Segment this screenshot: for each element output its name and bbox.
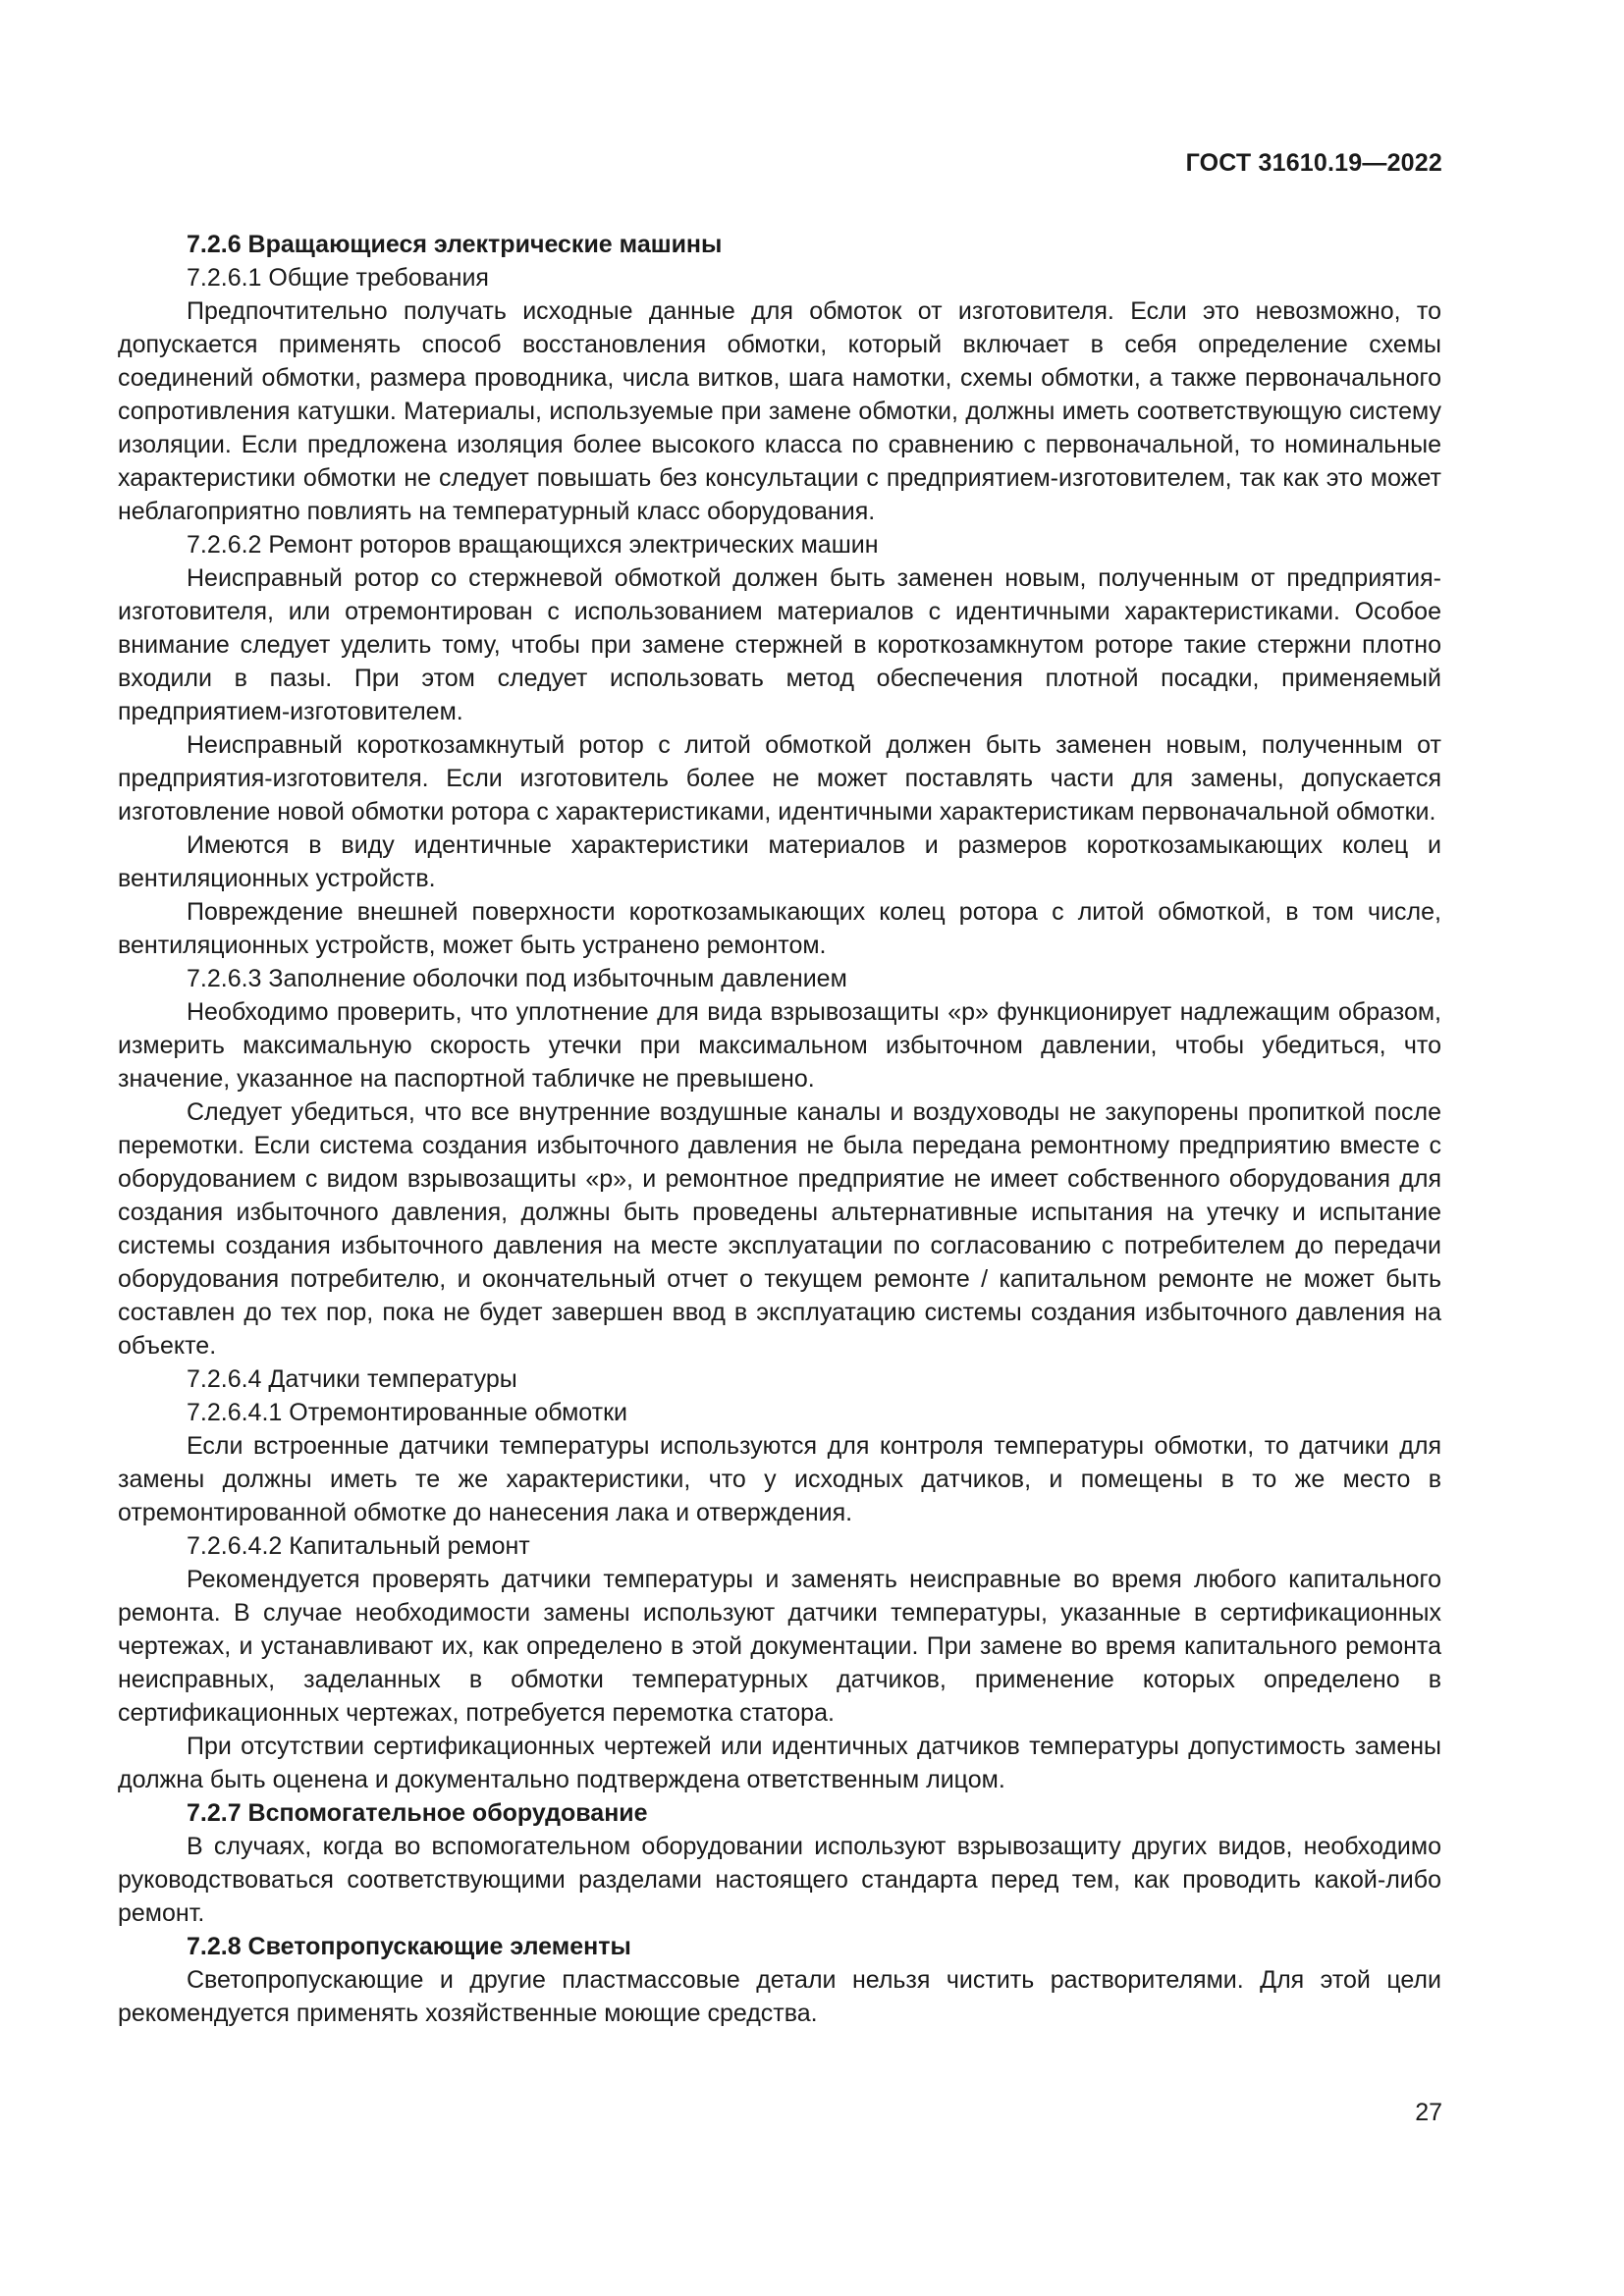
paragraph: Имеются в виду идентичные характеристики материалов и размеров короткозамыкающих колец и вентиляционных устройств. [118,831,1441,892]
subsection-title: 7.2.6.1 Общие требования [187,264,489,292]
paragraph: Повреждение внешней поверхности короткозамыкающих колец ротора с литой обмоткой, в том числе, вентиляционных устройств, может быть устранено ремонтом. [118,898,1441,959]
paragraph: При отсутствии сертификационных чертежей или идентичных датчиков температуры допустимость замены должна быть оценена и документально подтверждена ответственным лицом. [118,1733,1441,1793]
section-heading: 7.2.6 Вращающиеся электрические машины [187,231,723,258]
document-standard-header: ГОСТ 31610.19—2022 [1185,149,1442,177]
section-heading: 7.2.7 Вспомогательное оборудование [187,1799,648,1827]
paragraph: Светопропускающие и другие пластмассовые детали нельзя чистить растворителями. Для этой цели рекомендуется применять хозяйственные моющие средства. [118,1966,1441,2027]
subsection-title: 7.2.6.2 Ремонт роторов вращающихся электрических машин [187,531,879,559]
section-heading: 7.2.8 Светопропускающие элементы [187,1933,631,1960]
paragraph: Следует убедиться, что все внутренние воздушные каналы и воздуховоды не закупорены пропиткой после перемотки. Если система создания избыточного давления не была передана ремонтному предприятию вместе с оборудованием с видом взрывозащиты «р», и ремонтное предприятие не имеет собственного оборудования для создания избыточного давления, должны быть проведены альтернативные испытания на утечку и испытание системы создания избыточного давления на месте эксплуатации по согласованию с потребителем до передачи оборудования потребителю, и окончательный отчет о текущем ремонте / капитальном ремонте не может быть составлен до тех пор, пока не будет завершен ввод в эксплуатацию системы создания избыточного давления на объекте. [118,1098,1441,1360]
page-number: 27 [1415,2099,1442,2126]
paragraph: Если встроенные датчики температуры используются для контроля температуры обмотки, то датчики для замены должны иметь те же характеристики, что у исходных датчиков, и помещены в то же место в отремонтированной обмотке до нанесения лака и отверждения. [118,1432,1441,1526]
subsection-title: 7.2.6.3 Заполнение оболочки под избыточным давлением [187,965,847,992]
subsection-title: 7.2.6.4.2 Капитальный ремонт [187,1532,530,1560]
subsection-title: 7.2.6.4.1 Отремонтированные обмотки [187,1399,627,1426]
paragraph: В случаях, когда во вспомогательном оборудовании используют взрывозащиту других видов, необходимо руководствоваться соответствующими разделами настоящего стандарта перед тем, как проводить какой-либо ремонт. [118,1833,1441,1927]
paragraph: Неисправный короткозамкнутый ротор с литой обмоткой должен быть заменен новым, полученным от предприятия-изготовителя. Если изготовитель более не может поставлять части для замены, допускается изготовление новой обмотки ротора с характеристиками, идентичными характеристикам первоначальной обмотки. [118,731,1441,826]
subsection-title: 7.2.6.4 Датчики температуры [187,1365,517,1393]
paragraph: Необходимо проверить, что уплотнение для вида взрывозащиты «р» функционирует надлежащим образом, измерить максимальную скорость утечки при максимальном избыточном давлении, чтобы убедиться, что значение, указанное на паспортной табличке не превышено. [118,998,1441,1093]
paragraph: Предпочтительно получать исходные данные для обмоток от изготовителя. Если это невозможно, то допускается применять способ восстановления обмотки, который включает в себя определение схемы соединений обмотки, размера проводника, числа витков, шага намотки, схемы обмотки, а также первоначального сопротивления катушки. Материалы, используемые при замене обмотки, должны иметь соответствующую систему изоляции. Если предложена изоляция более высокого класса по сравнению с первоначальной, то номинальные характеристики обмотки не следует повышать без консультации с предприятием-изготовителем, так как это может неблагоприятно повлиять на температурный класс оборудования. [118,297,1441,525]
document-body [118,228,1441,2030]
paragraph: Рекомендуется проверять датчики температуры и заменять неисправные во время любого капитального ремонта. В случае необходимости замены используют датчики температуры, указанные в сертификационных чертежах, и устанавливают их, как определено в этой документации. При замене во время капитального ремонта неисправных, заделанных в обмотки температурных датчиков, применение которых определено в сертификационных чертежах, потребуется перемотка статора. [118,1566,1441,1727]
paragraph: Неисправный ротор со стержневой обмоткой должен быть заменен новым, полученным от предприятия-изготовителя, или отремонтирован с использованием материалов с идентичными характеристиками. Особое внимание следует уделить тому, чтобы при замене стержней в короткозамкнутом роторе такие стержни плотно входили в пазы. При этом следует использовать метод обеспечения плотной посадки, применяемый предприятием-изготовителем. [118,564,1441,725]
